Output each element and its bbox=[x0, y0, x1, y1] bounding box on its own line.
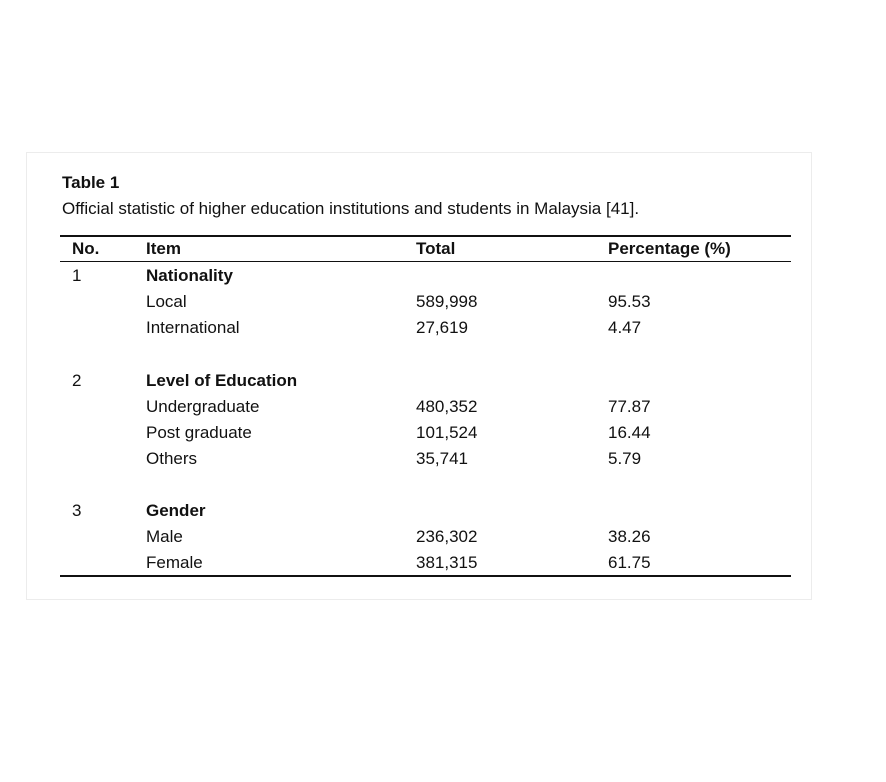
group-number: 1 bbox=[72, 266, 82, 285]
row-item: Female bbox=[146, 553, 203, 572]
group-number: 3 bbox=[72, 501, 82, 520]
group-number: 2 bbox=[72, 371, 82, 390]
row-item: Undergraduate bbox=[146, 397, 260, 416]
header-item: Item bbox=[146, 239, 181, 258]
row-percentage: 4.47 bbox=[608, 318, 642, 337]
row-total: 589,998 bbox=[416, 292, 478, 311]
table-bottom-rule bbox=[60, 575, 791, 577]
row-total: 381,315 bbox=[416, 553, 478, 572]
row-total: 101,524 bbox=[416, 423, 478, 442]
row-percentage: 16.44 bbox=[608, 423, 651, 442]
header-total: Total bbox=[416, 239, 456, 258]
row-total: 35,741 bbox=[416, 449, 468, 468]
row-percentage: 95.53 bbox=[608, 292, 651, 311]
group-title-gender: Gender bbox=[146, 501, 206, 520]
table-label: Table 1 bbox=[62, 173, 120, 192]
group-title-level-of-education: Level of Education bbox=[146, 371, 298, 390]
row-percentage: 38.26 bbox=[608, 527, 651, 546]
header-no: No. bbox=[72, 239, 100, 258]
row-item: Local bbox=[146, 292, 187, 311]
table-caption: Official statistic of higher education institutions and students in Malaysia [41]. bbox=[62, 199, 640, 218]
table-top-rule bbox=[60, 235, 791, 237]
table-header-rule bbox=[60, 261, 791, 262]
row-item: International bbox=[146, 318, 240, 337]
row-percentage: 77.87 bbox=[608, 397, 651, 416]
row-item: Male bbox=[146, 527, 183, 546]
row-total: 480,352 bbox=[416, 397, 478, 416]
row-total: 236,302 bbox=[416, 527, 478, 546]
group-title-nationality: Nationality bbox=[146, 266, 233, 285]
header-percentage: Percentage (%) bbox=[608, 239, 731, 258]
row-item: Post graduate bbox=[146, 423, 252, 442]
row-percentage: 5.79 bbox=[608, 449, 642, 468]
row-percentage: 61.75 bbox=[608, 553, 651, 572]
row-item: Others bbox=[146, 449, 198, 468]
row-total: 27,619 bbox=[416, 318, 468, 337]
